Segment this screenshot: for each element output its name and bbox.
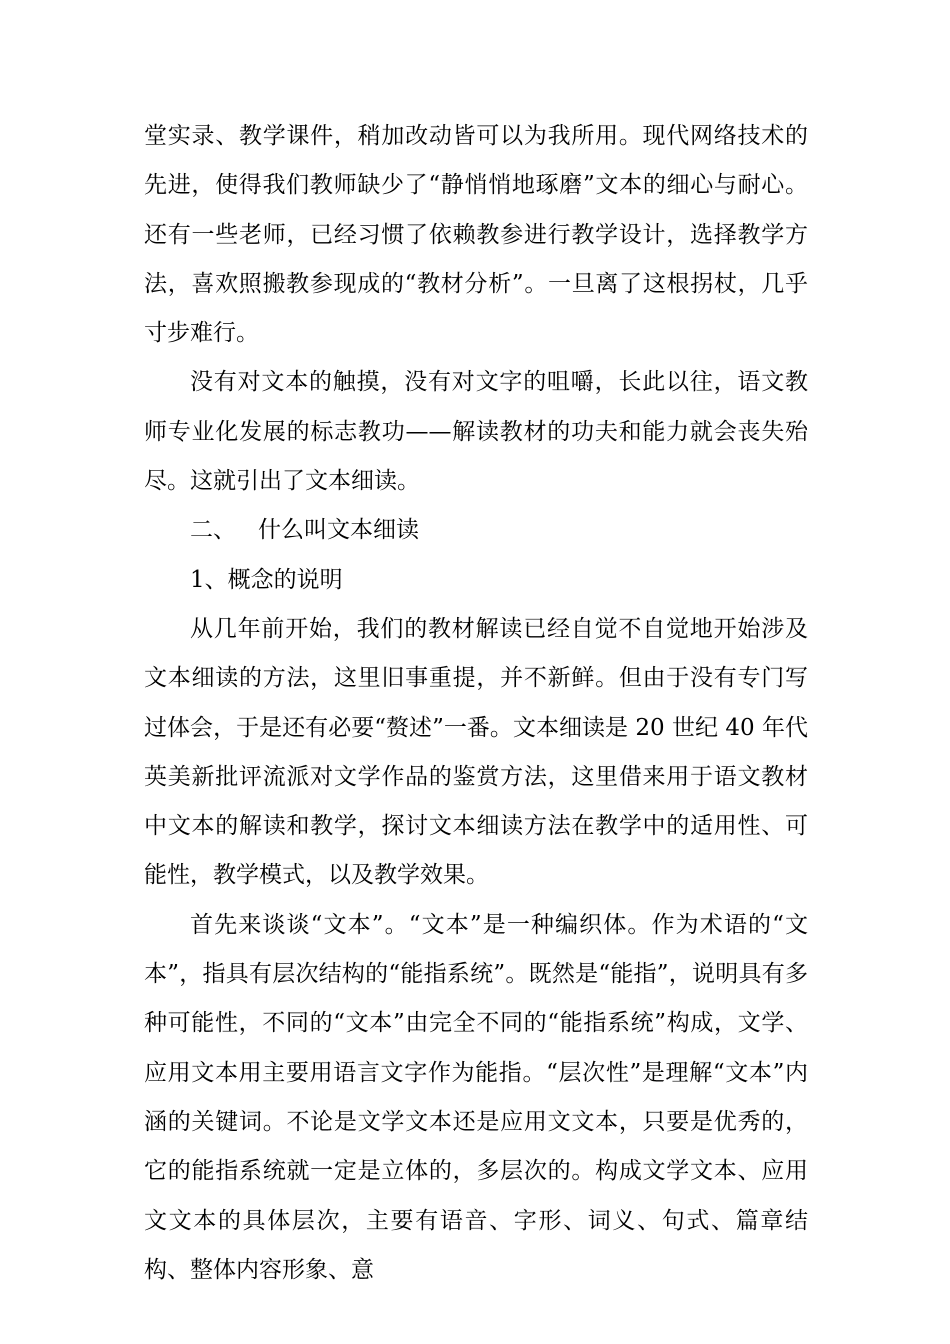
section-heading (144, 506, 808, 555)
subheading-concept: 1、概念的说明 (190, 566, 343, 593)
section-heading-number: 二、 (190, 517, 236, 544)
section-heading-title: 什么叫文本细读 (258, 517, 419, 544)
paragraph-close-reading: 从几年前开始，我们的教材解读已经自觉不自觉地开始涉及文本细读的方法，这里旧事重提，并不新鲜。但由于没有专门写过体会，于是还有必要“赘述”一番。文本细读是 20 世纪 40 年代英美新批评流派对文学作品的鉴赏方法，这里借来用于语文教材中文本的解读和教学，探讨文本细读方法在教学中的适用性、可能性，教学模式，以及教学效果。 (144, 615, 808, 889)
paragraph-text-definition: 首先来谈谈“文本”。“文本”是一种编织体。作为术语的“文本”，指具有层次结构的“能指系统”。既然是“能指”，说明具有多种可能性，不同的“文本”由完全不同的“能指系统”构成，文学、应用文本用主要用语言文字作为能指。“层次性”是理解“文本”内涵的关键词。不论是文学文本还是应用文文本，只要是优秀的，它的能指系统就一定是立体的，多层次的。构成文学文本、应用文文本的具体层次，主要有语音、字形、词义、句式、篇章结构、整体内容形象、意 (144, 911, 808, 1283)
document-body (144, 112, 808, 1295)
paragraph-continuation: 堂实录、教学课件，稍加改动皆可以为我所用。现代网络技术的先进，使得我们教师缺少了“静悄悄地琢磨”文本的细心与耐心。还有一些老师，已经习惯了依赖教参进行教学设计，选择教学方法，喜欢照搬教参现成的“教材分析”。一旦离了这根拐杖，几乎寸步难行。 (144, 123, 808, 347)
paragraph-text-touch: 没有对文本的触摸，没有对文字的咀嚼，长此以往，语文教师专业化发展的标志教功——解读教材的功夫和能力就会丧失殆尽。这就引出了文本细读。 (144, 369, 808, 495)
